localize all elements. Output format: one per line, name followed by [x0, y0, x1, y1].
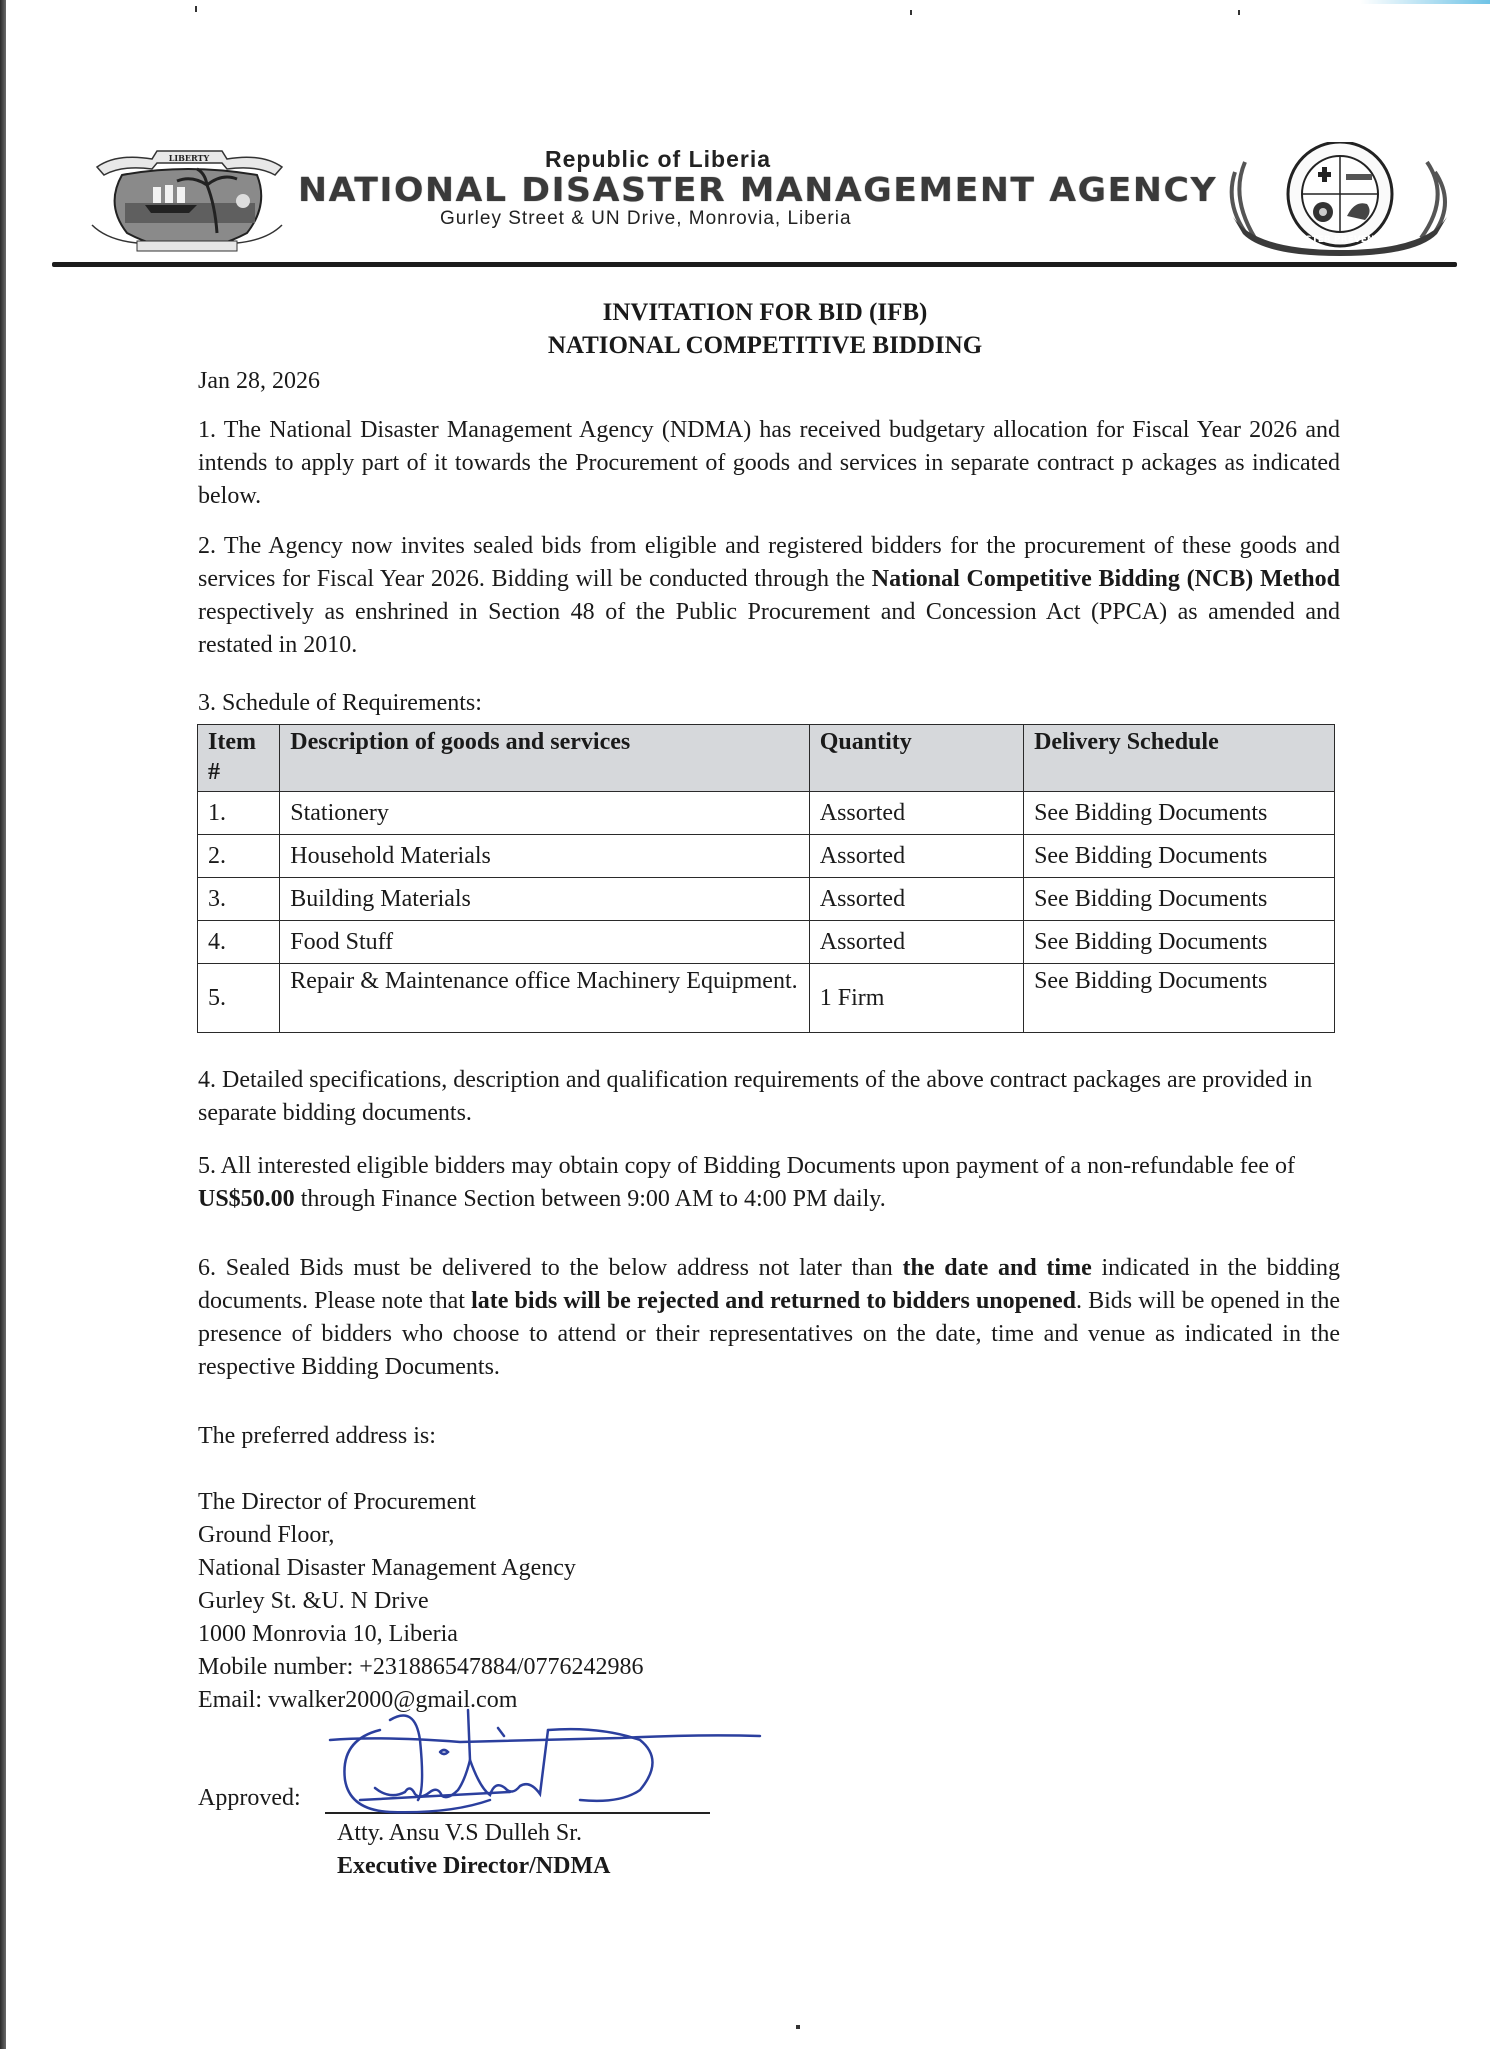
cell-item: 5.: [198, 964, 280, 1033]
letterhead: [55, 140, 1465, 270]
cell-description: Household Materials: [280, 835, 810, 878]
title-line-1: INVITATION FOR BID (IFB): [602, 299, 928, 326]
cell-item: 4.: [198, 921, 280, 964]
cell-quantity: Assorted: [809, 835, 1023, 878]
signer-name: Atty. Ansu V.S Dulleh Sr.: [337, 1820, 582, 1846]
title-line-2: NATIONAL COMPETITIVE BIDDING: [547, 332, 983, 359]
cell-delivery: See Bidding Documents: [1024, 921, 1335, 964]
handwritten-signature-icon: [320, 1700, 780, 1830]
table-row: [198, 792, 1335, 835]
address-line-email: Email: vwalker2000@gmail.com: [198, 1687, 518, 1713]
table-row: [198, 878, 1335, 921]
scan-speck: [1238, 10, 1240, 15]
document-date: Jan 28, 2026: [198, 368, 320, 394]
address-line-agency: National Disaster Management Agency: [198, 1555, 576, 1581]
address-line-mobile: Mobile number: +231886547884/0776242986: [198, 1654, 644, 1680]
table-row: [198, 835, 1335, 878]
cell-item: 3.: [198, 878, 280, 921]
letterhead-republic: Republic of Liberia: [545, 146, 772, 172]
letterhead-divider: [52, 262, 1457, 267]
column-header-quantity: Quantity: [809, 725, 1023, 792]
liberia-national-seal-icon: [77, 145, 297, 255]
signer-title: Executive Director/NDMA: [337, 1853, 611, 1879]
approved-label: Approved:: [198, 1785, 301, 1811]
table-header-row: [198, 725, 1335, 792]
cell-quantity: Assorted: [809, 878, 1023, 921]
column-header-item: Item #: [198, 725, 280, 792]
cell-item: 1.: [198, 792, 280, 835]
cell-quantity: Assorted: [809, 792, 1023, 835]
scan-speck: [910, 10, 912, 15]
paragraph-2: 2. The Agency now invites sealed bids from eligible and registered bidders for the procurement of these goods and services for Fiscal Year 2026. Bidding will be conducted through the National Competitive Bidding (NCB) Method respectively as enshrined in Section 48 of the Public Procurement and Concession Act (PPCA) as amended and restated in 2010.: [198, 533, 1340, 658]
cell-description: Stationery: [280, 792, 810, 835]
schedule-of-requirements-table: [197, 724, 1335, 1033]
cell-delivery: See Bidding Documents: [1024, 835, 1335, 878]
scan-speck: [195, 6, 197, 12]
address-line-city: 1000 Monrovia 10, Liberia: [198, 1621, 458, 1647]
paragraph-4: 4. Detailed specifications, description and qualification requirements of the above contract packages are provided in separate bidding documents.: [198, 1067, 1313, 1126]
table-row: [198, 964, 1335, 1033]
deadline-emphasis: the date and time: [902, 1255, 1092, 1281]
svg-text:DISASTER PREVENTION: DISASTER PREVENTION: [1280, 235, 1400, 245]
fee-amount: US$50.00: [198, 1186, 295, 1212]
late-bids-emphasis: late bids will be rejected and returned to bidders unopened: [471, 1288, 1076, 1314]
table-row: [198, 921, 1335, 964]
address-line-recipient: The Director of Procurement: [198, 1489, 476, 1515]
svg-text:LIBERTY: LIBERTY: [168, 153, 210, 163]
cell-item: 2.: [198, 835, 280, 878]
ndma-emblem-icon: [1215, 142, 1465, 257]
scan-speck: [796, 2025, 800, 2029]
paragraph-1: 1. The National Disaster Management Agency (NDMA) has received budgetary allocation for Fiscal Year 2026 and intends to apply part of it towards the Procurement of goods and services in separate contract p ackages as indicated below.: [198, 417, 1340, 509]
cell-quantity: 1 Firm: [809, 964, 1023, 1033]
cell-description: Repair & Maintenance office Machinery Equipment.: [280, 964, 810, 1033]
cell-quantity: Assorted: [809, 921, 1023, 964]
document-title: [0, 296, 1490, 362]
cell-delivery: See Bidding Documents: [1024, 964, 1335, 1033]
address-line-street: Gurley St. &U. N Drive: [198, 1588, 429, 1614]
paragraph-5: 5. All interested eligible bidders may obtain copy of Bidding Documents upon payment of a non-refundable fee of US$50.00 through Finance Section between 9:00 AM to 4:00 PM daily.: [198, 1153, 1296, 1212]
schedule-label: 3. Schedule of Requirements:: [198, 690, 482, 716]
cell-delivery: See Bidding Documents: [1024, 878, 1335, 921]
ncb-method-emphasis: National Competitive Bidding (NCB) Method: [871, 566, 1340, 592]
column-header-description: Description of goods and services: [280, 725, 810, 792]
cell-description: Food Stuff: [280, 921, 810, 964]
column-header-delivery: Delivery Schedule: [1024, 725, 1335, 792]
letterhead-address: Gurley Street & UN Drive, Monrovia, Liberia: [440, 208, 852, 229]
scan-corner-artifact: [1360, 0, 1490, 4]
address-line-floor: Ground Floor,: [198, 1522, 335, 1548]
cell-delivery: See Bidding Documents: [1024, 792, 1335, 835]
paragraph-6: 6. Sealed Bids must be delivered to the below address not later than the date and time indicated in the bidding documents. Please note that late bids will be rejected and returned to bidders unopened. Bids will be opened in the presence of bidders who choose to attend or their representatives on the date, time and venue as indicated in the respective Bidding Documents.: [198, 1255, 1341, 1380]
address-intro: The preferred address is:: [198, 1423, 436, 1449]
letterhead-agency-name: NATIONAL DISASTER MANAGEMENT AGENCY: [298, 170, 1218, 209]
cell-description: Building Materials: [280, 878, 810, 921]
